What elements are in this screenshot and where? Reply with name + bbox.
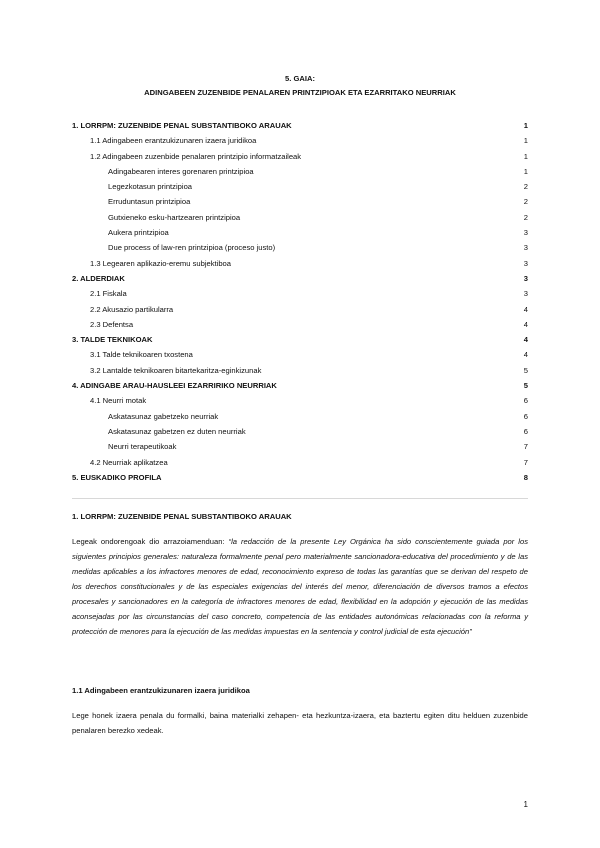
toc-entry[interactable] bbox=[72, 164, 528, 179]
toc-entry-page: 6 bbox=[523, 426, 528, 436]
toc-entry-page: 2 bbox=[523, 212, 528, 222]
toc-entry-label: 4.1 Neurri motak bbox=[90, 396, 147, 406]
toc-entry-label: Askatasunaz gabetzeko neurriak bbox=[108, 411, 219, 421]
toc-entry-label: 5. EUSKADIKO PROFILA bbox=[72, 472, 162, 482]
toc-entry[interactable] bbox=[72, 439, 528, 454]
toc-entry-label: 1.1 Adingabeen erantzukizunaren izaera juridikoa bbox=[90, 136, 257, 146]
toc-entry-page: 1 bbox=[523, 151, 528, 161]
toc-entry[interactable] bbox=[72, 347, 528, 362]
toc-entry-label: 2.2 Akusazio partikularra bbox=[90, 304, 174, 314]
section-1-intro: Legeak ondorengoak dio arrazoiamenduan: bbox=[72, 537, 229, 546]
section-1-paragraph bbox=[72, 534, 528, 639]
table-of-contents bbox=[72, 118, 528, 485]
toc-entry-page: 6 bbox=[523, 396, 528, 406]
toc-entry[interactable] bbox=[72, 133, 528, 148]
toc-entry-label: 4.2 Neurriak aplikatzea bbox=[90, 457, 168, 467]
toc-entry[interactable] bbox=[72, 286, 528, 301]
page-number: 1 bbox=[523, 800, 528, 809]
toc-entry[interactable] bbox=[72, 470, 528, 485]
toc-entry-page: 3 bbox=[523, 228, 528, 238]
chapter-title: ADINGABEEN ZUZENBIDE PENALAREN PRINTZIPIOAK ETA EZARRITAKO NEURRIAK bbox=[144, 88, 456, 97]
toc-entry-label: 3.1 Talde teknikoaren txostena bbox=[90, 350, 193, 360]
toc-entry-page: 3 bbox=[523, 258, 528, 268]
toc-entry-page: 4 bbox=[523, 350, 528, 360]
toc-entry-label: 3.2 Lantalde teknikoaren bitartekaritza-eginkizunak bbox=[90, 365, 262, 375]
toc-entry-page: 3 bbox=[523, 273, 528, 283]
toc-entry-page: 2 bbox=[523, 182, 528, 192]
section-1-quote: “la redacción de la presente Ley Orgánica ha sido conscientemente guiada por los siguientes principios generales: naturaleza formalmente penal pero materialmente sancionadora-educativa del procedimiento y de las medidas aplicables a los infractores menores de edad, reconocimiento expreso de todas las garantías que se derivan del respeto de los derechos constitucionales y de las especiales exigencias del interés del menor, diferenciación de diversos tramos a efectos procesales y sancionadores en la categoría de infractores menores de edad, flexibilidad en la adopción y ejecución de las medidas aconsejadas por las circunstancias del caso concreto, competencia de las entidades autonómicas relacionadas con la reforma y protección de menores para la ejecución de las medidas impuestas en la sentencia y control judicial de esta ejecución” bbox=[72, 537, 529, 636]
toc-entry-page: 3 bbox=[523, 243, 528, 253]
toc-entry[interactable] bbox=[72, 424, 528, 439]
toc-entry[interactable] bbox=[72, 149, 528, 164]
toc-entry[interactable] bbox=[72, 363, 528, 378]
toc-entry-page: 5 bbox=[523, 381, 528, 391]
toc-entry-page: 4 bbox=[523, 304, 528, 314]
toc-entry[interactable] bbox=[72, 210, 528, 225]
section-1-1-paragraph: Lege honek izaera penala du formalki, baina materialki zehapen- eta hezkuntza-izaera, eta baztertu egiten ditu helduen zuzenbide penalaren berezko xedeak. bbox=[72, 711, 528, 735]
toc-entry-page: 6 bbox=[523, 411, 528, 421]
toc-entry-label: Erruduntasun printzipioa bbox=[108, 197, 191, 207]
toc-entry[interactable] bbox=[72, 240, 528, 255]
toc-divider bbox=[72, 498, 528, 499]
toc-entry-page: 3 bbox=[523, 289, 528, 299]
toc-entry-label: 2.1 Fiskala bbox=[90, 289, 127, 299]
toc-entry-page: 1 bbox=[523, 166, 528, 176]
toc-entry[interactable] bbox=[72, 378, 528, 393]
document-title bbox=[72, 72, 528, 100]
toc-entry[interactable] bbox=[72, 271, 528, 286]
toc-entry-label: Adingabearen interes gorenaren printzipioa bbox=[108, 166, 254, 176]
toc-entry-label: Neurri terapeutikoak bbox=[108, 442, 177, 452]
section-1-1-heading: 1.1 Adingabeen erantzukizunaren izaera juridikoa bbox=[72, 686, 250, 695]
toc-entry[interactable] bbox=[72, 256, 528, 271]
toc-entry-page: 4 bbox=[523, 335, 528, 345]
toc-entry[interactable] bbox=[72, 332, 528, 347]
toc-entry[interactable] bbox=[72, 302, 528, 317]
toc-entry-page: 1 bbox=[523, 121, 528, 130]
toc-entry-label: 2. ALDERDIAK bbox=[72, 273, 125, 283]
toc-entry-label: Aukera printzipioa bbox=[108, 228, 169, 238]
toc-entry-page: 1 bbox=[523, 136, 528, 146]
toc-entry[interactable] bbox=[72, 455, 528, 470]
toc-entry-page: 7 bbox=[523, 457, 528, 467]
toc-entry-label: 4. ADINGABE ARAU-HAUSLEEI EZARRIRIKO NEURRIAK bbox=[72, 381, 277, 391]
chapter-label: 5. GAIA: bbox=[285, 74, 315, 83]
toc-entry[interactable] bbox=[72, 317, 528, 332]
toc-entry-label: Due process of law-ren printzipioa (proceso justo) bbox=[108, 243, 276, 253]
toc-entry-page: 7 bbox=[523, 442, 528, 452]
toc-entry-label: 3. TALDE TEKNIKOAK bbox=[72, 335, 153, 345]
toc-entry-label: 1.2 Adingabeen zuzenbide penalaren printzipio informatzaileak bbox=[90, 151, 302, 161]
toc-entry-label: 1. LORRPM: ZUZENBIDE PENAL SUBSTANTIBOKO ARAUAK bbox=[72, 121, 292, 130]
toc-entry-label: Gutxieneko esku-hartzearen printzipioa bbox=[108, 212, 241, 222]
toc-entry[interactable] bbox=[72, 194, 528, 209]
toc-entry[interactable] bbox=[72, 179, 528, 194]
toc-entry-label: 1.3 Legearen aplikazio-eremu subjektiboa bbox=[90, 258, 231, 268]
toc-entry[interactable] bbox=[72, 118, 528, 133]
toc-entry-label: Askatasunaz gabetzen ez duten neurriak bbox=[108, 426, 246, 436]
toc-entry-label: Legezkotasun printzipioa bbox=[108, 182, 193, 192]
toc-entry-label: 2.3 Defentsa bbox=[90, 319, 134, 329]
section-1-heading: 1. LORRPM: ZUZENBIDE PENAL SUBSTANTIBOKO ARAUAK bbox=[72, 512, 292, 521]
toc-entry-page: 4 bbox=[523, 319, 528, 329]
toc-entry-page: 8 bbox=[523, 472, 528, 482]
toc-entry-page: 2 bbox=[523, 197, 528, 207]
toc-entry-page: 5 bbox=[523, 365, 528, 375]
toc-entry[interactable] bbox=[72, 393, 528, 408]
toc-entry[interactable] bbox=[72, 225, 528, 240]
toc-entry[interactable] bbox=[72, 409, 528, 424]
